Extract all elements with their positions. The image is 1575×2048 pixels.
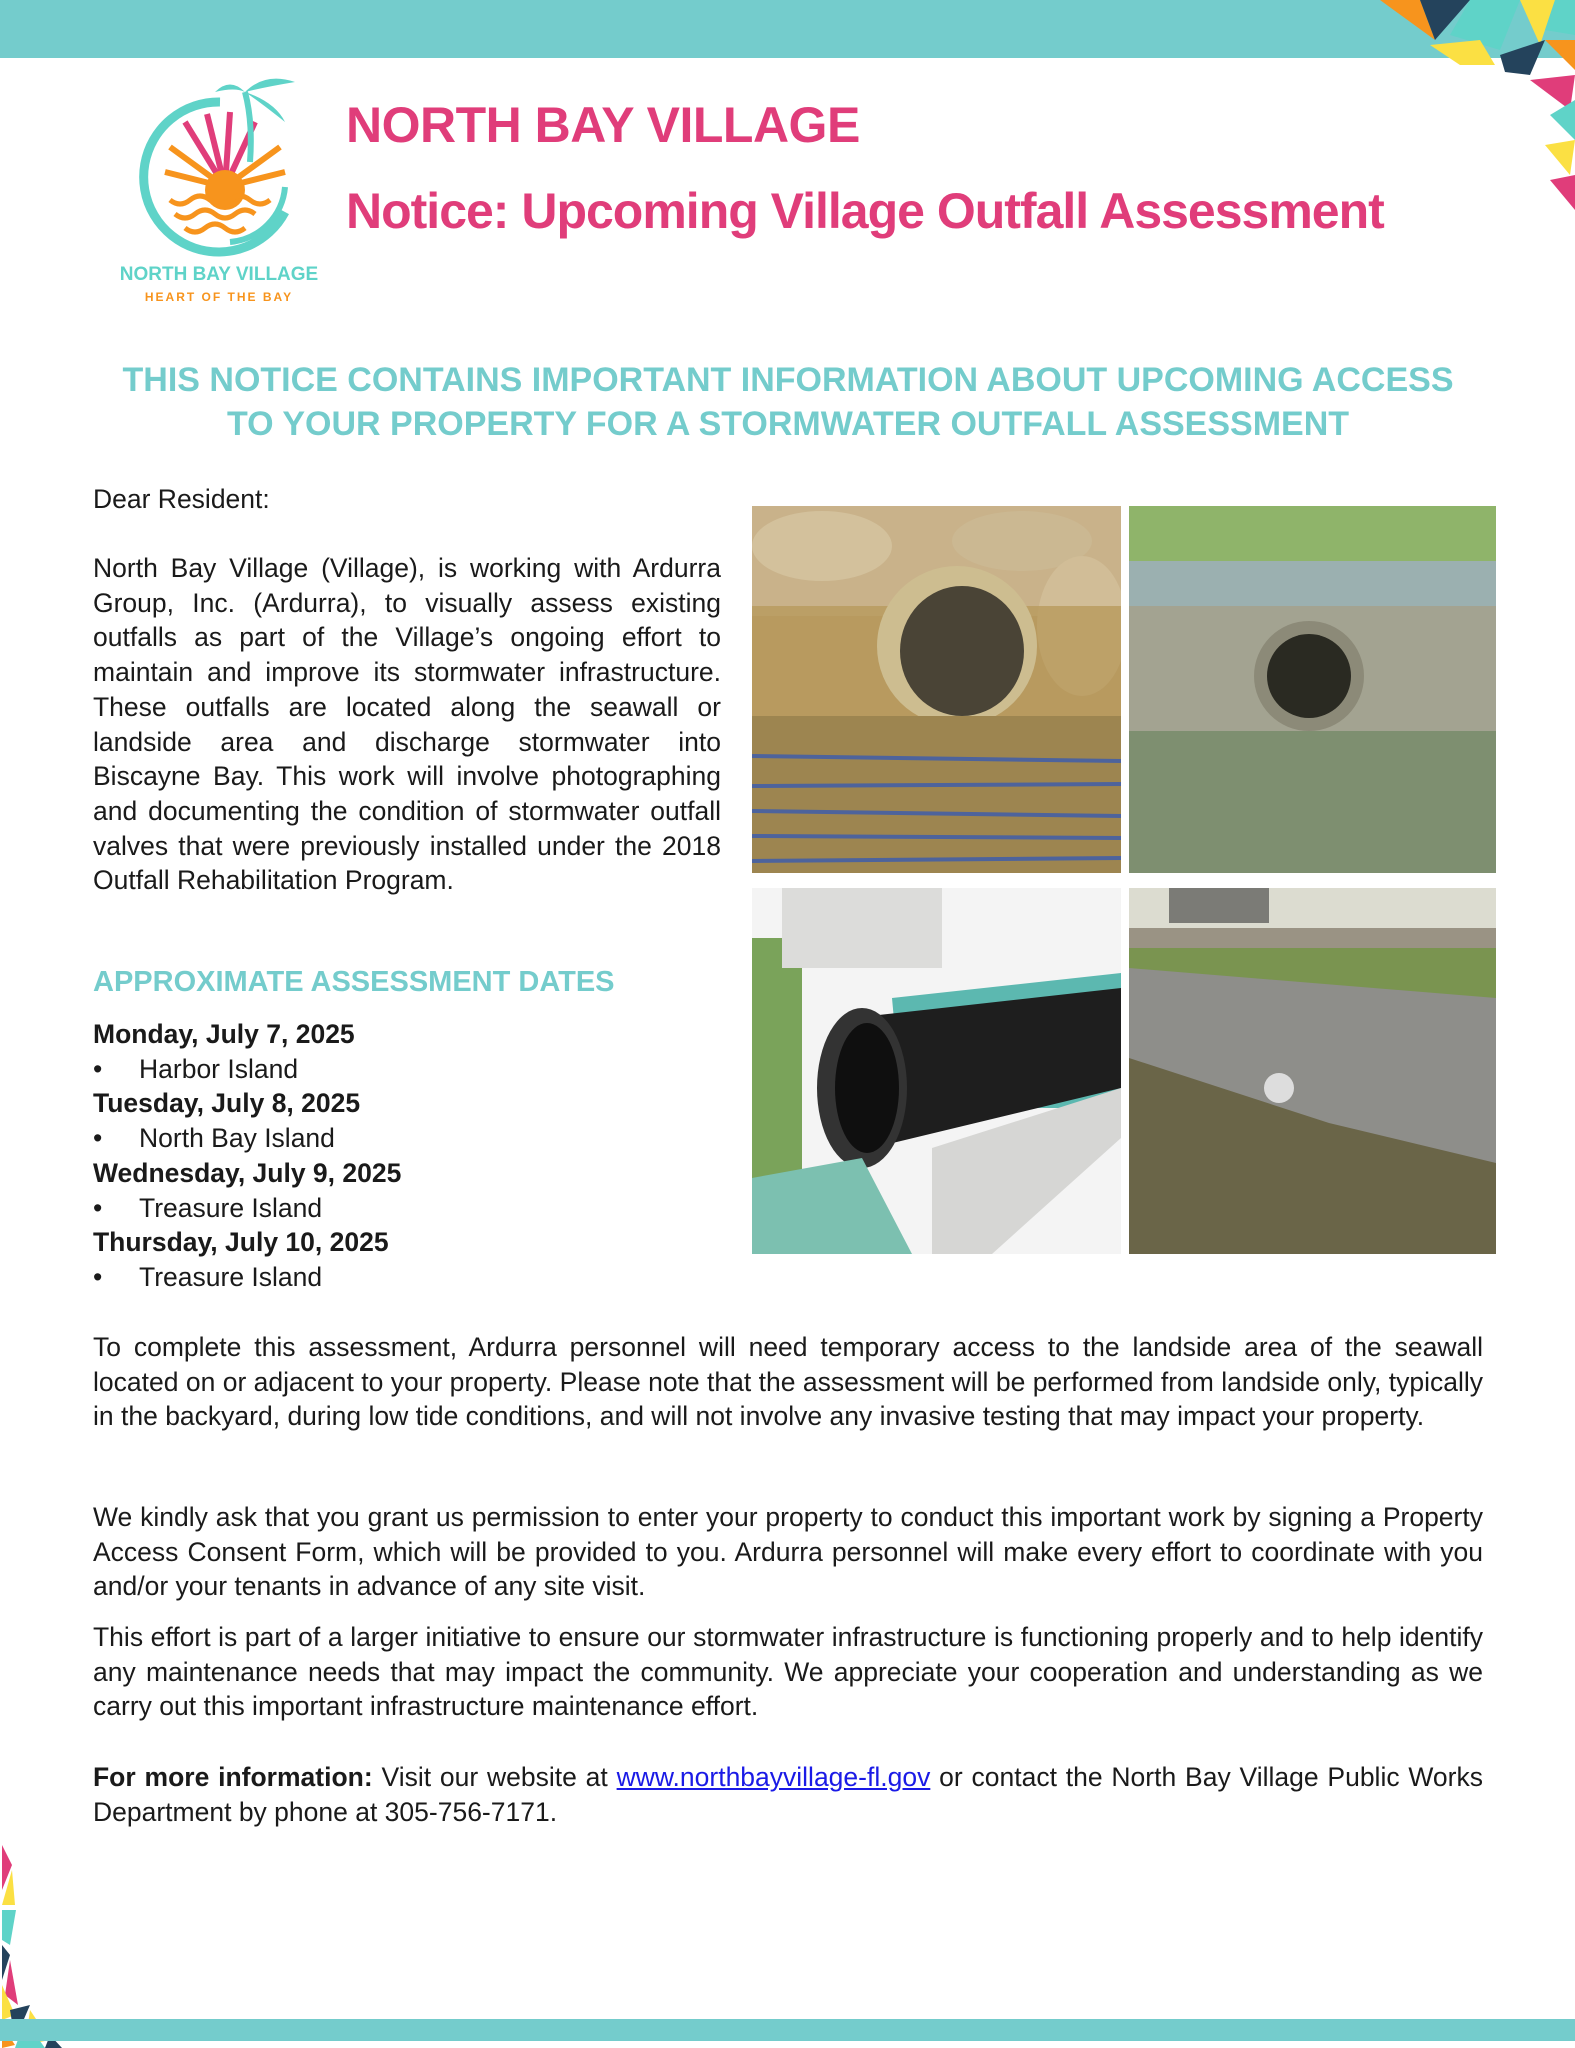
website-link[interactable]: www.northbayvillage-fl.gov	[616, 1762, 931, 1792]
date-location: • Treasure Island	[93, 1191, 693, 1226]
logo-tagline: HEART OF THE BAY	[144, 290, 294, 304]
top-band	[0, 0, 1575, 58]
assessment-dates-list	[93, 1017, 693, 1295]
photo-seawall-outfall	[1129, 506, 1496, 873]
date-day: Thursday, July 10, 2025	[93, 1227, 389, 1258]
initiative-paragraph: This effort is part of a larger initiative to ensure our stormwater infrastructure is functioning properly and to help identify any maintenance needs that may impact the community. We appreciate your cooperation and understanding as we carry out this important infrastructure maintenance effort.	[93, 1622, 1483, 1722]
date-location: • Harbor Island	[93, 1052, 693, 1087]
org-title: NORTH BAY VILLAGE	[346, 97, 860, 153]
photo-valve-diagram	[752, 888, 1121, 1254]
intro-paragraph: North Bay Village (Village), is working with Ardurra Group, Inc. (Ardurra), to visually assess existing outfalls as part of the Village’s ongoing effort to maintain and improve its stormwater infrastructure. These outfalls are located along the seawall or landside area and discharge stormwater into Biscayne Bay. This work will involve photographing and documenting the condition of stormwater outfall valves that were previously installed under the 2018 Outfall Rehabilitation Program.	[93, 553, 721, 896]
banner-line-1: THIS NOTICE CONTAINS IMPORTANT INFORMATION ABOUT UPCOMING ACCESS	[122, 361, 1454, 399]
consent-paragraph: We kindly ask that you grant us permission to enter your property to conduct this important work by signing a Property Access Consent Form, which will be provided to you. Ardurra personnel will make every effort to coordinate with you and/or your tenants in advance of any site visit.	[93, 1502, 1483, 1602]
access-paragraph: To complete this assessment, Ardurra personnel will need temporary access to the landside area of the seawall located on or adjacent to your property. Please note that the assessment will be performed from landside only, typically in the backyard, during low tide conditions, and will not involve any invasive testing that may impact your property.	[93, 1332, 1483, 1432]
important-notice-banner	[93, 358, 1483, 446]
photo-seawall-backyard	[1129, 888, 1496, 1254]
date-day: Wednesday, July 9, 2025	[93, 1157, 402, 1188]
village-logo	[135, 72, 305, 262]
corner-mosaic-top	[1380, 0, 1575, 210]
more-info-contact: or contact the North Bay Village Public Works Department by phone at 305-756-7171.	[93, 1762, 1483, 1827]
date-day: Tuesday, July 8, 2025	[93, 1088, 361, 1119]
greeting: Dear Resident:	[93, 484, 270, 514]
date-location: • Treasure Island	[93, 1260, 693, 1295]
dates-heading: APPROXIMATE ASSESSMENT DATES	[93, 966, 615, 998]
date-location: • North Bay Island	[93, 1121, 693, 1156]
bottom-band	[0, 2019, 1575, 2041]
more-info-paragraph	[93, 1760, 1483, 1829]
date-day: Monday, July 7, 2025	[93, 1019, 355, 1049]
banner-line-2: TO YOUR PROPERTY FOR A STORMWATER OUTFALL ASSESSMENT	[226, 405, 1350, 443]
photo-rock-outfall	[752, 506, 1121, 873]
corner-mosaic-bottom	[0, 1845, 200, 2048]
more-info-text: Visit our website at	[372, 1762, 617, 1792]
notice-title: Notice: Upcoming Village Outfall Assessment	[346, 183, 1384, 239]
more-info-label: For more information:	[93, 1762, 373, 1792]
logo-name: NORTH BAY VILLAGE	[119, 264, 319, 285]
